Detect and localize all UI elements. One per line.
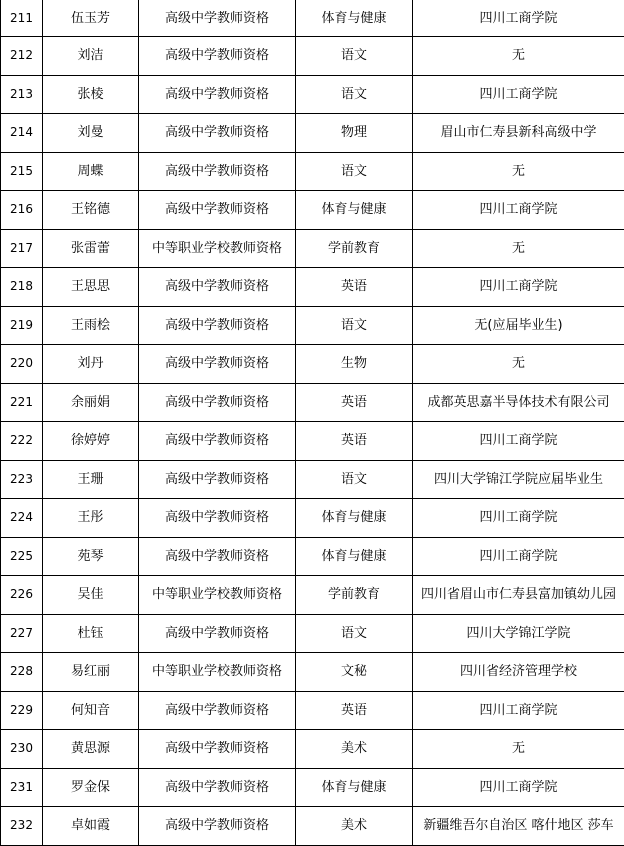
cell-name: 吴佳 bbox=[43, 576, 139, 615]
cell-qualification: 中等职业学校教师资格 bbox=[139, 653, 296, 692]
cell-number: 225 bbox=[1, 537, 43, 576]
cell-qualification: 高级中学教师资格 bbox=[139, 537, 296, 576]
cell-name: 刘丹 bbox=[43, 345, 139, 384]
table-row bbox=[1, 576, 624, 615]
cell-subject: 语文 bbox=[296, 614, 413, 653]
cell-qualification: 高级中学教师资格 bbox=[139, 191, 296, 230]
cell-number: 221 bbox=[1, 383, 43, 422]
cell-subject: 英语 bbox=[296, 383, 413, 422]
table-row bbox=[1, 422, 624, 461]
table-row bbox=[1, 268, 624, 307]
table-row bbox=[1, 114, 624, 153]
cell-name: 余丽娟 bbox=[43, 383, 139, 422]
cell-name: 苑琴 bbox=[43, 537, 139, 576]
cell-unit: 无 bbox=[413, 152, 624, 191]
table-row bbox=[1, 345, 624, 384]
cell-unit: 四川工商学院 bbox=[413, 537, 624, 576]
cell-subject: 英语 bbox=[296, 422, 413, 461]
cell-qualification: 高级中学教师资格 bbox=[139, 345, 296, 384]
cell-number: 232 bbox=[1, 807, 43, 846]
cell-unit: 无(应届毕业生) bbox=[413, 306, 624, 345]
cell-subject: 生物 bbox=[296, 345, 413, 384]
cell-number: 230 bbox=[1, 730, 43, 769]
cell-number: 214 bbox=[1, 114, 43, 153]
table-row bbox=[1, 691, 624, 730]
table-row bbox=[1, 0, 624, 37]
cell-unit: 四川工商学院 bbox=[413, 191, 624, 230]
table-row bbox=[1, 191, 624, 230]
cell-number: 212 bbox=[1, 37, 43, 76]
cell-unit: 无 bbox=[413, 345, 624, 384]
cell-unit: 成都英思嘉半导体技术有限公司 bbox=[413, 383, 624, 422]
cell-name: 徐婷婷 bbox=[43, 422, 139, 461]
cell-subject: 物理 bbox=[296, 114, 413, 153]
cell-unit: 四川工商学院 bbox=[413, 691, 624, 730]
cell-name: 王彤 bbox=[43, 499, 139, 538]
cell-number: 223 bbox=[1, 460, 43, 499]
table-row bbox=[1, 306, 624, 345]
cell-number: 231 bbox=[1, 768, 43, 807]
table-row bbox=[1, 383, 624, 422]
cell-name: 易红丽 bbox=[43, 653, 139, 692]
cell-number: 227 bbox=[1, 614, 43, 653]
table-row bbox=[1, 460, 624, 499]
cell-unit: 四川大学锦江学院应届毕业生 bbox=[413, 460, 624, 499]
cell-number: 211 bbox=[1, 0, 43, 37]
cell-qualification: 高级中学教师资格 bbox=[139, 422, 296, 461]
cell-unit: 无 bbox=[413, 730, 624, 769]
cell-name: 张棱 bbox=[43, 75, 139, 114]
cell-subject: 美术 bbox=[296, 807, 413, 846]
cell-subject: 学前教育 bbox=[296, 576, 413, 615]
cell-name: 卓如霞 bbox=[43, 807, 139, 846]
cell-qualification: 高级中学教师资格 bbox=[139, 807, 296, 846]
cell-qualification: 高级中学教师资格 bbox=[139, 730, 296, 769]
cell-unit: 四川大学锦江学院 bbox=[413, 614, 624, 653]
cell-subject: 美术 bbox=[296, 730, 413, 769]
table-row bbox=[1, 807, 624, 846]
cell-qualification: 高级中学教师资格 bbox=[139, 383, 296, 422]
cell-name: 何知音 bbox=[43, 691, 139, 730]
cell-qualification: 中等职业学校教师资格 bbox=[139, 576, 296, 615]
cell-qualification: 高级中学教师资格 bbox=[139, 268, 296, 307]
cell-unit: 四川省眉山市仁寿县富加镇幼儿园 bbox=[413, 576, 624, 615]
cell-unit: 无 bbox=[413, 229, 624, 268]
cell-subject: 体育与健康 bbox=[296, 499, 413, 538]
cell-unit: 眉山市仁寿县新科高级中学 bbox=[413, 114, 624, 153]
cell-subject: 体育与健康 bbox=[296, 768, 413, 807]
cell-qualification: 高级中学教师资格 bbox=[139, 0, 296, 37]
cell-qualification: 高级中学教师资格 bbox=[139, 460, 296, 499]
cell-number: 224 bbox=[1, 499, 43, 538]
cell-number: 217 bbox=[1, 229, 43, 268]
cell-unit: 四川工商学院 bbox=[413, 75, 624, 114]
cell-unit: 四川省经济管理学校 bbox=[413, 653, 624, 692]
cell-qualification: 高级中学教师资格 bbox=[139, 499, 296, 538]
cell-qualification: 高级中学教师资格 bbox=[139, 114, 296, 153]
table-row bbox=[1, 37, 624, 76]
cell-number: 213 bbox=[1, 75, 43, 114]
table-row bbox=[1, 730, 624, 769]
cell-subject: 体育与健康 bbox=[296, 0, 413, 37]
cell-unit: 无 bbox=[413, 37, 624, 76]
cell-unit: 四川工商学院 bbox=[413, 0, 624, 37]
applicant-table-body bbox=[1, 0, 624, 845]
cell-qualification: 高级中学教师资格 bbox=[139, 75, 296, 114]
cell-subject: 体育与健康 bbox=[296, 191, 413, 230]
cell-name: 罗金保 bbox=[43, 768, 139, 807]
cell-number: 222 bbox=[1, 422, 43, 461]
cell-qualification: 高级中学教师资格 bbox=[139, 306, 296, 345]
cell-number: 228 bbox=[1, 653, 43, 692]
cell-number: 220 bbox=[1, 345, 43, 384]
cell-number: 219 bbox=[1, 306, 43, 345]
cell-qualification: 中等职业学校教师资格 bbox=[139, 229, 296, 268]
cell-unit: 四川工商学院 bbox=[413, 768, 624, 807]
cell-name: 刘曼 bbox=[43, 114, 139, 153]
cell-unit: 四川工商学院 bbox=[413, 268, 624, 307]
cell-subject: 语文 bbox=[296, 37, 413, 76]
table-row bbox=[1, 229, 624, 268]
cell-name: 刘洁 bbox=[43, 37, 139, 76]
cell-qualification: 高级中学教师资格 bbox=[139, 691, 296, 730]
cell-subject: 语文 bbox=[296, 460, 413, 499]
cell-name: 王思思 bbox=[43, 268, 139, 307]
cell-unit: 四川工商学院 bbox=[413, 422, 624, 461]
table-row bbox=[1, 75, 624, 114]
cell-qualification: 高级中学教师资格 bbox=[139, 152, 296, 191]
table-row bbox=[1, 768, 624, 807]
cell-name: 杜钰 bbox=[43, 614, 139, 653]
table-row bbox=[1, 152, 624, 191]
cell-number: 218 bbox=[1, 268, 43, 307]
table-row bbox=[1, 653, 624, 692]
cell-subject: 英语 bbox=[296, 268, 413, 307]
table-row bbox=[1, 537, 624, 576]
cell-qualification: 高级中学教师资格 bbox=[139, 37, 296, 76]
cell-subject: 英语 bbox=[296, 691, 413, 730]
cell-name: 伍玉芳 bbox=[43, 0, 139, 37]
table-row bbox=[1, 614, 624, 653]
cell-subject: 语文 bbox=[296, 306, 413, 345]
cell-subject: 语文 bbox=[296, 152, 413, 191]
cell-name: 王雨桧 bbox=[43, 306, 139, 345]
cell-number: 226 bbox=[1, 576, 43, 615]
cell-name: 黄思源 bbox=[43, 730, 139, 769]
cell-number: 215 bbox=[1, 152, 43, 191]
cell-unit: 四川工商学院 bbox=[413, 499, 624, 538]
cell-name: 王铭德 bbox=[43, 191, 139, 230]
cell-number: 216 bbox=[1, 191, 43, 230]
cell-subject: 文秘 bbox=[296, 653, 413, 692]
cell-name: 张雷蕾 bbox=[43, 229, 139, 268]
cell-qualification: 高级中学教师资格 bbox=[139, 768, 296, 807]
cell-name: 周蝶 bbox=[43, 152, 139, 191]
cell-unit: 新疆维吾尔自治区 喀什地区 莎车 bbox=[413, 807, 624, 846]
cell-number: 229 bbox=[1, 691, 43, 730]
cell-subject: 体育与健康 bbox=[296, 537, 413, 576]
cell-subject: 学前教育 bbox=[296, 229, 413, 268]
cell-subject: 语文 bbox=[296, 75, 413, 114]
cell-qualification: 高级中学教师资格 bbox=[139, 614, 296, 653]
cell-name: 王珊 bbox=[43, 460, 139, 499]
table-row bbox=[1, 499, 624, 538]
